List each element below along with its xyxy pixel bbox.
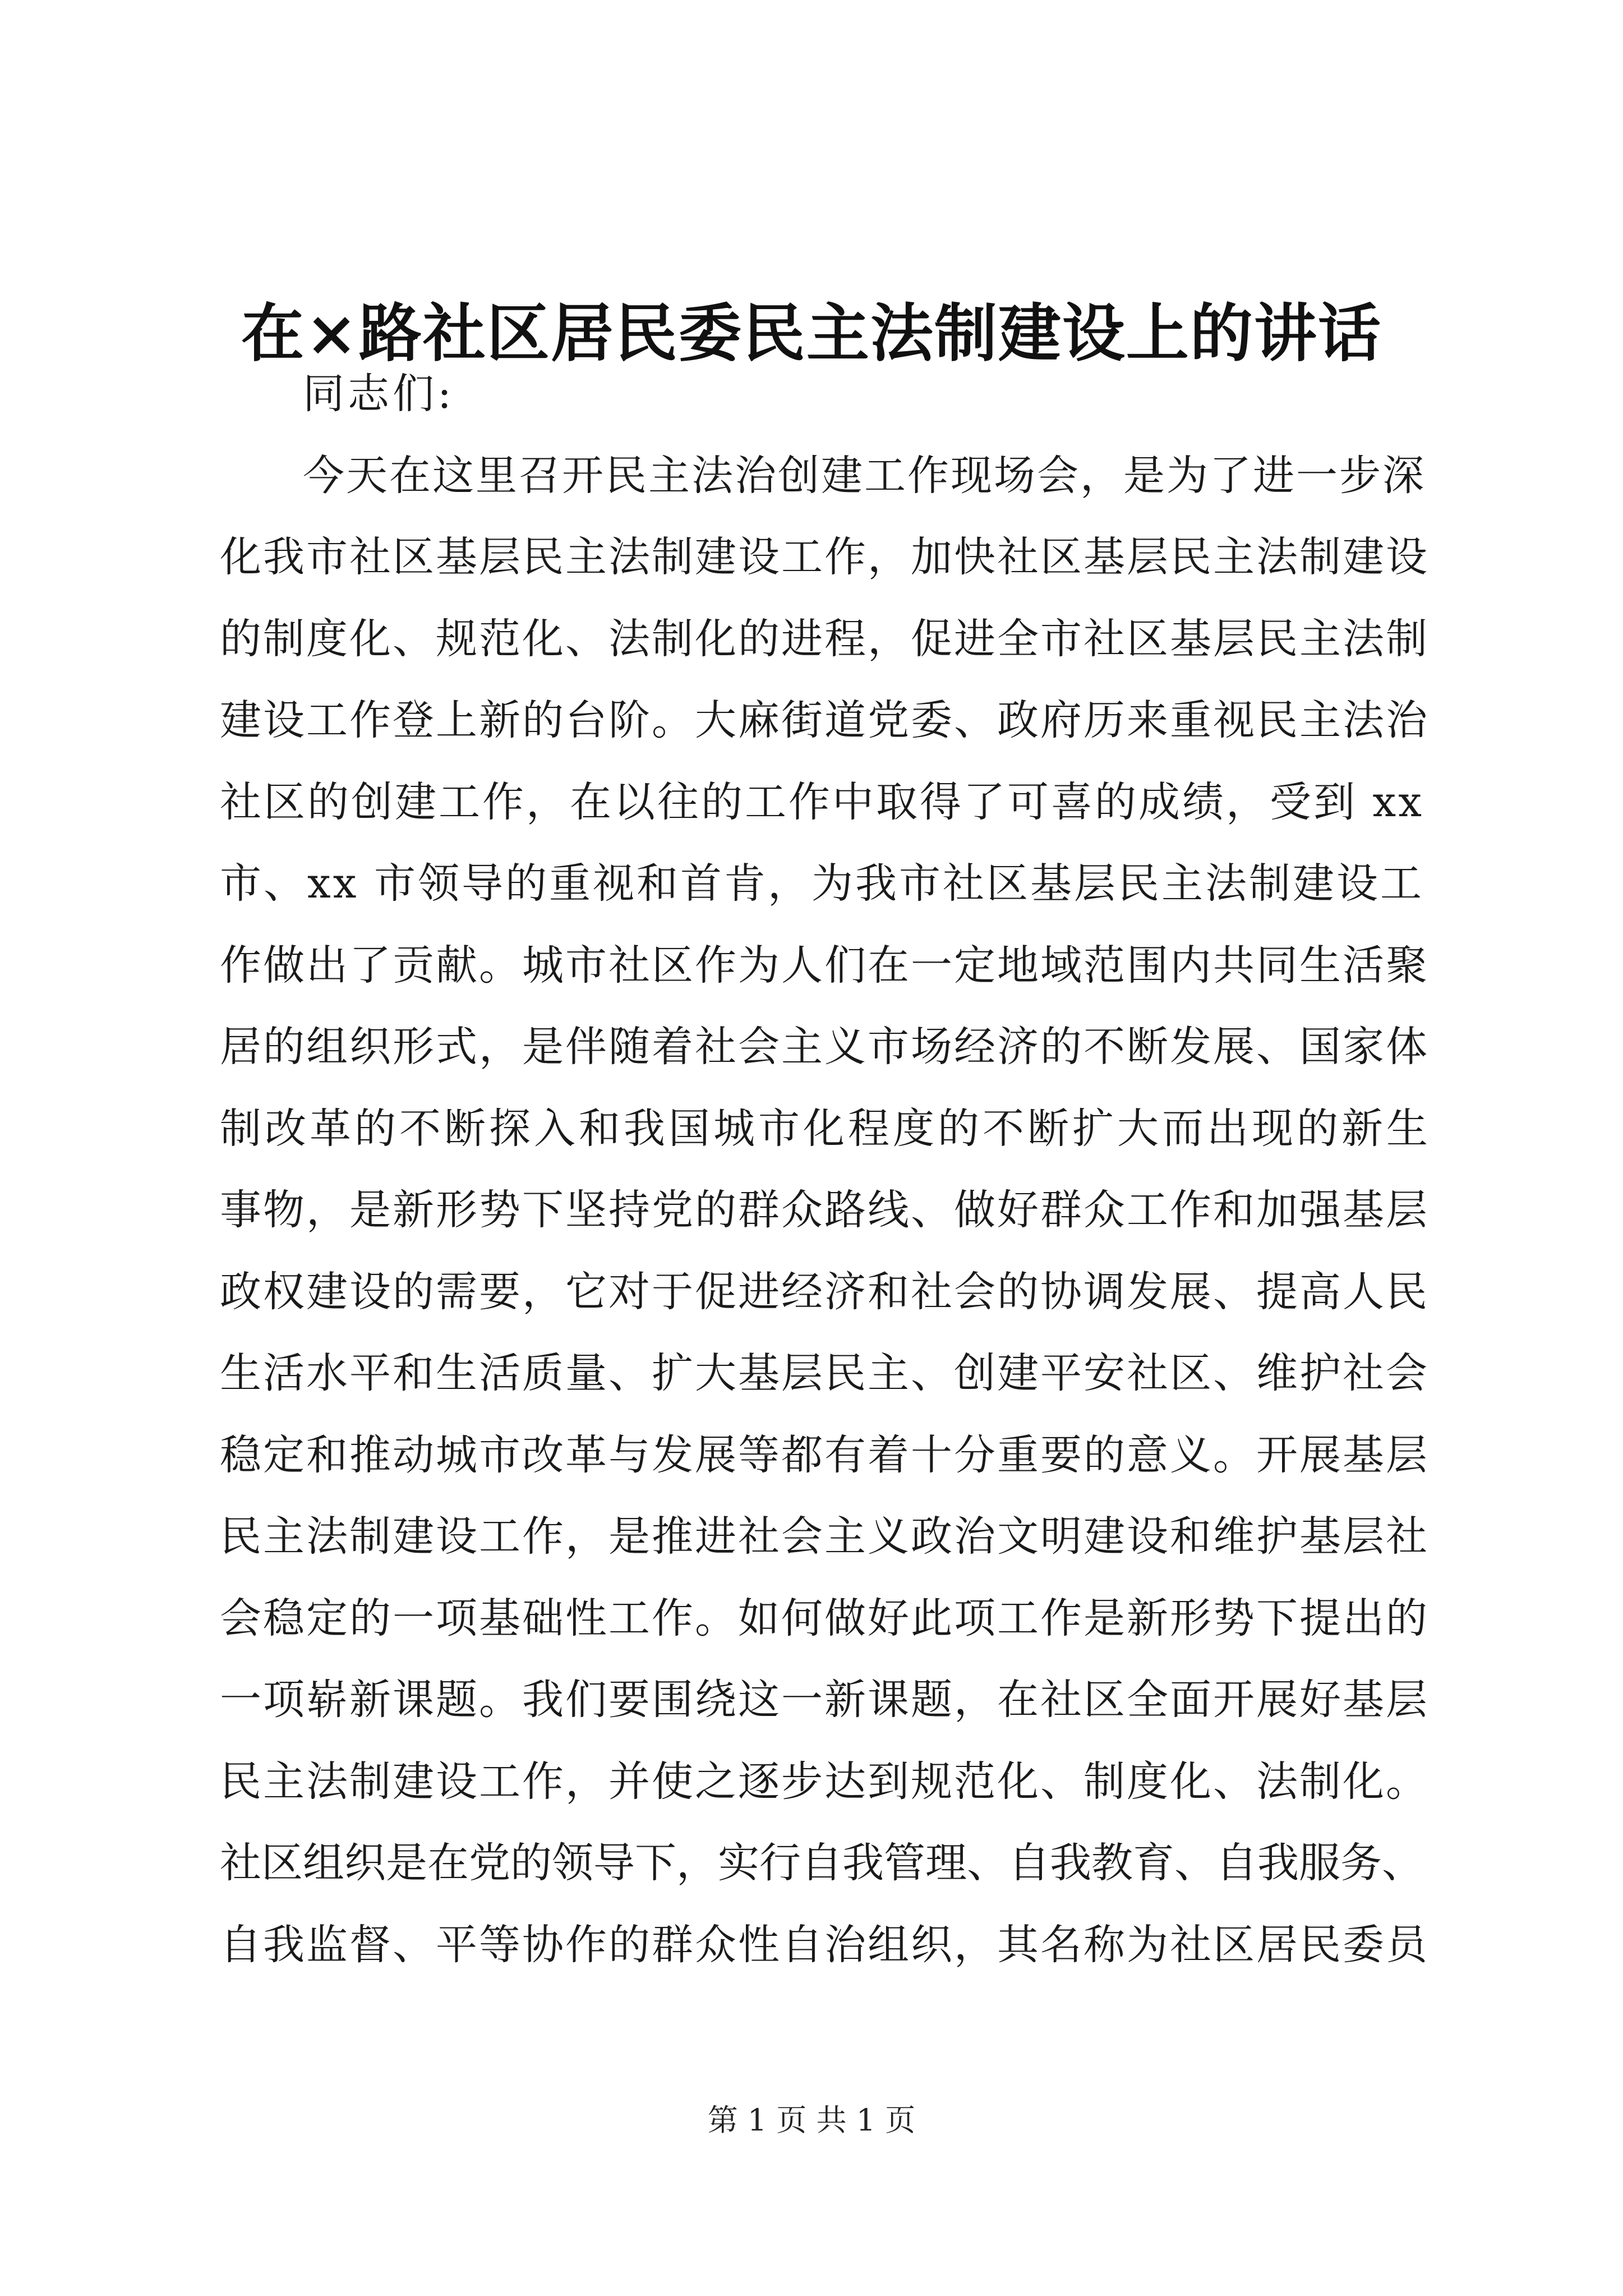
body-line: 今天在这里召开民主法治创建工作现场会，是为了进一步深 [303, 451, 1426, 500]
body-line: 制改革的不断探入和我国城市化程度的不断扩大而出现的新生 [220, 1104, 1431, 1153]
body-line: 自我监督、平等协作的群众性自治组织，其名称为社区居民委员 [220, 1920, 1429, 1969]
body-line: 民主法制建设工作，并使之逐步达到规范化、制度化、法制化。 [220, 1757, 1429, 1806]
body-line: 化我市社区基层民主法制建设工作，加快社区基层民主法制建设 [220, 533, 1429, 581]
body-line: 事物，是新形势下坚持党的群众路线、做好群众工作和加强基层 [220, 1186, 1429, 1234]
body-line: 会稳定的一项基础性工作。如何做好此项工作是新形势下提出的 [220, 1594, 1429, 1642]
body-line: 市、xx 市领导的重视和首肯，为我市社区基层民主法制建设工 [220, 859, 1424, 908]
body-line: 建设工作登上新的台阶。大麻街道党委、政府历来重视民主法治 [220, 696, 1429, 744]
body-line: 一项崭新课题。我们要围绕这一新课题，在社区全面开展好基层 [220, 1676, 1429, 1724]
body-line: 生活水平和生活质量、扩大基层民主、创建平安社区、维护社会 [220, 1349, 1429, 1397]
page-footer: 第 1 页 共 1 页 [707, 2102, 916, 2138]
body-line: 民主法制建设工作，是推进社会主义政治文明建设和维护基层社 [220, 1512, 1429, 1561]
body-line: 的制度化、规范化、法制化的进程，促进全市社区基层民主法制 [220, 614, 1429, 663]
body-line: 政权建设的需要，它对于促进经济和社会的协调发展、提高人民 [220, 1267, 1429, 1316]
body-line: 稳定和推动城市改革与发展等都有着十分重要的意义。开展基层 [220, 1430, 1429, 1479]
body-line: 作做出了贡献。城市社区作为人们在一定地域范围内共同生活聚 [220, 941, 1429, 990]
document-body [220, 353, 1431, 1986]
document-title: 在×路社区居民委民主法制建设上的讲话 [241, 297, 1382, 370]
body-line: 居的组织形式，是伴随着社会主义市场经济的不断发展、国家体 [220, 1023, 1429, 1071]
body-line: 社区组织是在党的领导下，实行自我管理、自我教育、自我服务、 [220, 1839, 1423, 1887]
salutation-line: 同志们: [303, 370, 455, 418]
body-line: 社区的创建工作，在以往的工作中取得了可喜的成绩，受到 xx [220, 777, 1424, 826]
